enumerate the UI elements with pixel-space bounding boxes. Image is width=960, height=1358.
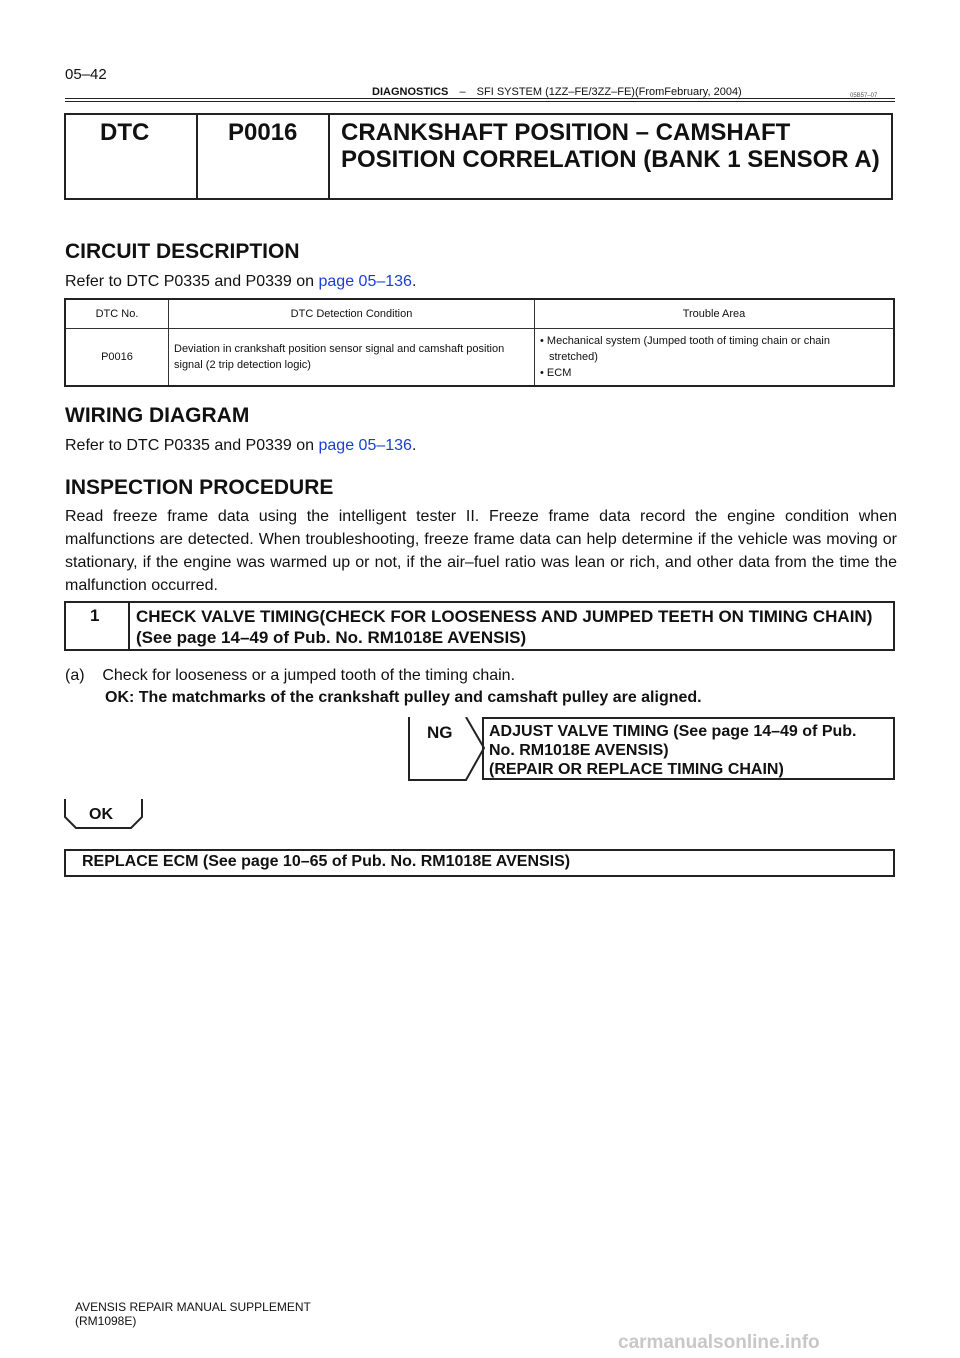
wiring-page-link[interactable]: page 05–136: [318, 437, 412, 454]
table-row: [65, 329, 894, 387]
wiring-ref-text: Refer to DTC P0335 and P0339 on: [65, 437, 319, 454]
header-rule: [65, 98, 895, 99]
cell-dtc-no: P0016: [65, 329, 169, 387]
page-number: 05–42: [65, 66, 107, 83]
table-header-row: [65, 299, 894, 329]
ng-action-line-2: No. RM1018E AVENSIS): [489, 742, 669, 759]
cell-detection-condition: Deviation in crankshaft position sensor signal and camshaft position signal (2 trip detection logic): [169, 329, 535, 387]
step-1-number: 1: [90, 606, 100, 625]
header-dtc-no: DTC No.: [65, 299, 169, 329]
replace-ecm-text: REPLACE ECM (See page 10–65 of Pub. No. RM1018E AVENSIS): [82, 853, 571, 870]
ng-action-line-1: ADJUST VALVE TIMING (See page 14–49 of Pub.: [489, 723, 857, 740]
ng-action-line-3: (REPAIR OR REPLACE TIMING CHAIN): [489, 761, 784, 778]
circuit-description-heading: CIRCUIT DESCRIPTION: [65, 240, 300, 263]
circuit-description-text: [65, 270, 416, 293]
header-doc-code: 05B57–07: [850, 93, 878, 99]
dtc-label: DTC: [100, 119, 150, 146]
footer-manual-code: (RM1098E): [75, 1314, 137, 1328]
step-1-title: CHECK VALVE TIMING(CHECK FOR LOOSENESS AND JUMPED TEETH ON TIMING CHAIN) (See page 14–49 of Pub. No. RM1018E AVENSIS): [136, 607, 873, 647]
header-subsection: SFI SYSTEM (1ZZ–FE/3ZZ–FE)(FromFebruary, 2004): [476, 86, 742, 98]
ng-label: NG: [427, 723, 453, 742]
header-trouble-area: Trouble Area: [535, 299, 895, 329]
footer-manual-title: AVENSIS REPAIR MANUAL SUPPLEMENT: [75, 1300, 311, 1314]
circuit-ref-period: .: [411, 273, 417, 290]
running-header: [372, 86, 742, 98]
dtc-title-box: [64, 113, 893, 200]
step-1-ok-condition: OK: The matchmarks of the crankshaft pulley and camshaft pulley are aligned.: [105, 689, 702, 706]
header-separator: –: [459, 86, 466, 98]
ok-label: OK: [89, 806, 113, 823]
step-1-check-item: (a) Check for looseness or a jumped tooth of the timing chain.: [65, 667, 516, 684]
wiring-diagram-text: [65, 434, 416, 457]
trouble-area-item-1: • Mechanical system (Jumped tooth of timing chain or chain: [540, 335, 830, 347]
inspection-procedure-text: Read freeze frame data using the intelligent tester II. Freeze frame data record the engine condition when malfunctions are detected. When troubleshooting, freeze frame data can help determine if the vehicle was moving or stationary, if the engine was warmed up or not, if the air–fuel ratio was lean or rich, and other data from the time the malfunction occurred.: [65, 508, 897, 594]
header-section: DIAGNOSTICS: [372, 86, 449, 98]
header-detection-condition: DTC Detection Condition: [169, 299, 535, 329]
circuit-page-link[interactable]: page 05–136: [318, 273, 412, 290]
trouble-area-item-2: • ECM: [540, 367, 572, 379]
trouble-area-item-1-cont: stretched): [549, 351, 598, 363]
circuit-ref-text: Refer to DTC P0335 and P0339 on: [65, 273, 319, 290]
inspection-procedure-heading: INSPECTION PROCEDURE: [65, 476, 334, 499]
ng-action-text: [489, 722, 894, 779]
cell-trouble-area: [535, 329, 895, 387]
watermark: carmanualsonline.info: [618, 1332, 820, 1353]
wiring-diagram-heading: WIRING DIAGRAM: [65, 404, 250, 427]
dtc-trouble-table: [64, 298, 895, 387]
dtc-code: P0016: [228, 119, 298, 146]
dtc-title: CRANKSHAFT POSITION – CAMSHAFT POSITION CORRELATION (BANK 1 SENSOR A): [341, 119, 880, 173]
wiring-ref-period: .: [411, 437, 417, 454]
header-rule-2: [65, 101, 895, 102]
